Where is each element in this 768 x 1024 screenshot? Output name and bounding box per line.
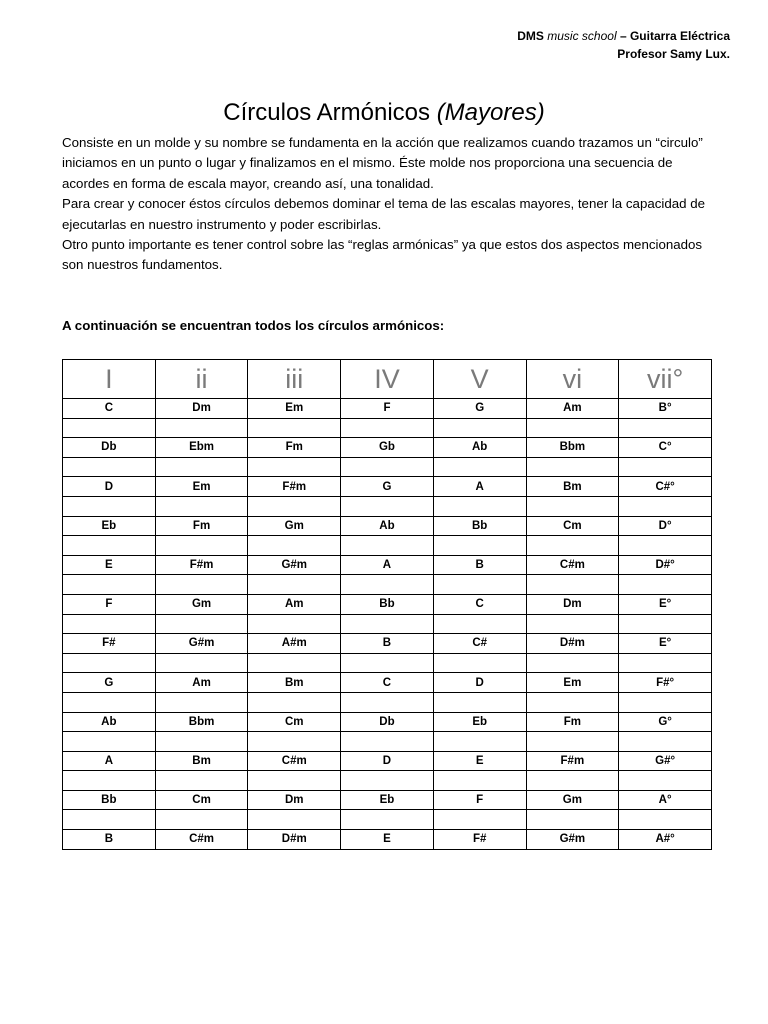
chord-cell: G°: [619, 712, 712, 732]
chord-cell: C#m: [155, 830, 248, 850]
spacer-cell: [526, 614, 619, 634]
chord-cell: Em: [526, 673, 619, 693]
chord-cell: G: [341, 477, 434, 497]
spacer-cell: [63, 692, 156, 712]
chord-cell: A: [433, 477, 526, 497]
page-title-main: Círculos Armónicos: [223, 99, 431, 126]
chord-cell: Eb: [341, 790, 434, 810]
spacer-cell: [248, 810, 341, 830]
spacer-cell: [433, 496, 526, 516]
spacer-cell: [63, 771, 156, 791]
chord-cell: G#m: [155, 634, 248, 654]
spacer-cell: [155, 496, 248, 516]
chord-cell: Fm: [526, 712, 619, 732]
spacer-cell: [341, 771, 434, 791]
chord-cell: Em: [155, 477, 248, 497]
degree-header: vi: [526, 360, 619, 399]
spacer-cell: [619, 732, 712, 752]
spacer-cell: [341, 457, 434, 477]
chord-cell: G#m: [526, 830, 619, 850]
chord-row: [63, 555, 712, 575]
chord-cell: A: [63, 751, 156, 771]
chord-cell: B: [341, 634, 434, 654]
spacer-cell: [619, 418, 712, 438]
intro-text: [62, 133, 722, 276]
spacer-cell: [248, 732, 341, 752]
spacer-cell: [155, 771, 248, 791]
chord-cell: F#m: [155, 555, 248, 575]
spacer-cell: [248, 536, 341, 556]
chord-cell: Dm: [155, 399, 248, 419]
degree-header: vii°: [619, 360, 712, 399]
spacer-cell: [526, 536, 619, 556]
chord-cell: Gm: [248, 516, 341, 536]
spacer-cell: [526, 418, 619, 438]
chord-cell: C#°: [619, 477, 712, 497]
chord-cell: F: [341, 399, 434, 419]
spacer-cell: [63, 614, 156, 634]
spacer-cell: [433, 653, 526, 673]
degree-header: ii: [155, 360, 248, 399]
chord-cell: C#m: [248, 751, 341, 771]
spacer-row: [63, 457, 712, 477]
chord-cell: Bb: [341, 594, 434, 614]
spacer-row: [63, 692, 712, 712]
chord-cell: F#: [63, 634, 156, 654]
spacer-cell: [433, 575, 526, 595]
spacer-cell: [433, 536, 526, 556]
spacer-cell: [155, 810, 248, 830]
chord-cell: Fm: [248, 438, 341, 458]
spacer-cell: [341, 732, 434, 752]
spacer-cell: [248, 692, 341, 712]
chord-row: [63, 673, 712, 693]
chord-cell: Eb: [63, 516, 156, 536]
chord-cell: Bb: [433, 516, 526, 536]
spacer-cell: [248, 457, 341, 477]
chord-cell: Em: [248, 399, 341, 419]
spacer-cell: [619, 536, 712, 556]
intro-paragraph: Consiste en un molde y su nombre se fundamenta en la acción que realizamos cuando trazamos un “circulo” iniciamos en un punto o lugar y finalizamos en el mismo. Éste molde nos proporciona una secuencia de acordes en forma de escala mayor, creando así, una tonalidad.: [62, 135, 703, 191]
chord-cell: Ab: [63, 712, 156, 732]
spacer-cell: [619, 692, 712, 712]
chord-cell: Ebm: [155, 438, 248, 458]
chord-row: [63, 516, 712, 536]
spacer-cell: [155, 732, 248, 752]
chord-cell: F: [63, 594, 156, 614]
spacer-cell: [526, 810, 619, 830]
chord-cell: F#: [433, 830, 526, 850]
spacer-cell: [341, 810, 434, 830]
header-music-school: music school: [547, 29, 617, 43]
spacer-cell: [619, 771, 712, 791]
chord-row: [63, 790, 712, 810]
degree-header-row: [63, 360, 712, 399]
harmonic-circles-table: [62, 359, 712, 850]
spacer-cell: [341, 496, 434, 516]
chord-cell: F#m: [248, 477, 341, 497]
spacer-cell: [341, 692, 434, 712]
chord-cell: Cm: [155, 790, 248, 810]
header-dms: DMS: [517, 29, 544, 43]
chord-cell: Cm: [526, 516, 619, 536]
degree-header: V: [433, 360, 526, 399]
spacer-cell: [433, 732, 526, 752]
chord-row: [63, 438, 712, 458]
chord-cell: D: [341, 751, 434, 771]
spacer-cell: [341, 536, 434, 556]
spacer-cell: [63, 536, 156, 556]
spacer-cell: [526, 732, 619, 752]
spacer-cell: [63, 496, 156, 516]
spacer-cell: [155, 418, 248, 438]
chord-cell: Bm: [526, 477, 619, 497]
chord-cell: C: [63, 399, 156, 419]
chord-cell: Bm: [155, 751, 248, 771]
spacer-cell: [155, 653, 248, 673]
header-teacher: Profesor Samy Lux.: [617, 47, 730, 61]
spacer-row: [63, 575, 712, 595]
chord-row: [63, 477, 712, 497]
page-title-italic: (Mayores): [436, 99, 545, 126]
chord-cell: Am: [248, 594, 341, 614]
chord-cell: G#°: [619, 751, 712, 771]
chord-cell: Fm: [155, 516, 248, 536]
spacer-cell: [155, 536, 248, 556]
chord-cell: Gm: [526, 790, 619, 810]
spacer-cell: [433, 457, 526, 477]
chord-cell: C#: [433, 634, 526, 654]
chord-cell: D#°: [619, 555, 712, 575]
spacer-cell: [63, 732, 156, 752]
chord-cell: E°: [619, 594, 712, 614]
spacer-row: [63, 418, 712, 438]
chord-cell: Bbm: [526, 438, 619, 458]
degree-header: I: [63, 360, 156, 399]
header-course: – Guitarra Eléctrica: [616, 29, 730, 43]
spacer-cell: [248, 418, 341, 438]
chord-cell: C#m: [526, 555, 619, 575]
spacer-cell: [526, 575, 619, 595]
spacer-cell: [619, 614, 712, 634]
spacer-cell: [526, 692, 619, 712]
chord-cell: Am: [155, 673, 248, 693]
degree-header: IV: [341, 360, 434, 399]
chord-cell: D: [63, 477, 156, 497]
chord-row: [63, 594, 712, 614]
chord-cell: E: [433, 751, 526, 771]
spacer-cell: [63, 810, 156, 830]
spacer-cell: [155, 692, 248, 712]
intro-paragraph: Para crear y conocer éstos círculos debemos dominar el tema de las escalas mayores, tener la capacidad de ejecutarlas en nuestro instrumento y poder escribirlas.: [62, 196, 706, 232]
chord-cell: Ab: [433, 438, 526, 458]
chord-cell: B: [433, 555, 526, 575]
chord-row: [63, 712, 712, 732]
spacer-row: [63, 732, 712, 752]
spacer-cell: [341, 653, 434, 673]
chord-cell: F: [433, 790, 526, 810]
spacer-cell: [526, 653, 619, 673]
spacer-cell: [433, 614, 526, 634]
spacer-cell: [248, 496, 341, 516]
chord-cell: Dm: [248, 790, 341, 810]
chord-cell: C°: [619, 438, 712, 458]
spacer-cell: [619, 653, 712, 673]
spacer-cell: [155, 575, 248, 595]
spacer-cell: [248, 614, 341, 634]
chord-cell: A#m: [248, 634, 341, 654]
chord-cell: A°: [619, 790, 712, 810]
spacer-cell: [433, 418, 526, 438]
chord-cell: B: [63, 830, 156, 850]
chord-row: [63, 399, 712, 419]
chord-cell: Bm: [248, 673, 341, 693]
chord-cell: A: [341, 555, 434, 575]
chord-cell: Cm: [248, 712, 341, 732]
chord-cell: Am: [526, 399, 619, 419]
spacer-cell: [619, 810, 712, 830]
spacer-row: [63, 771, 712, 791]
spacer-cell: [63, 653, 156, 673]
chord-cell: B°: [619, 399, 712, 419]
chord-row: [63, 634, 712, 654]
spacer-cell: [433, 692, 526, 712]
chord-cell: E: [341, 830, 434, 850]
spacer-cell: [63, 457, 156, 477]
chord-row: [63, 830, 712, 850]
spacer-row: [63, 810, 712, 830]
spacer-cell: [155, 457, 248, 477]
spacer-cell: [526, 457, 619, 477]
intro-paragraph: Otro punto importante es tener control sobre las “reglas armónicas” ya que estos dos aspectos mencionados son nuestros fundamentos.: [62, 237, 703, 273]
spacer-cell: [619, 575, 712, 595]
spacer-row: [63, 614, 712, 634]
chord-cell: D: [433, 673, 526, 693]
chord-cell: Gb: [341, 438, 434, 458]
chord-cell: Db: [63, 438, 156, 458]
chord-cell: F#°: [619, 673, 712, 693]
chord-rows: [63, 399, 712, 850]
chord-cell: A#°: [619, 830, 712, 850]
chord-cell: Bb: [63, 790, 156, 810]
spacer-cell: [526, 771, 619, 791]
page-title: [0, 98, 768, 128]
spacer-cell: [341, 575, 434, 595]
spacer-cell: [63, 575, 156, 595]
spacer-cell: [63, 418, 156, 438]
spacer-cell: [248, 653, 341, 673]
chord-cell: Bbm: [155, 712, 248, 732]
chord-cell: Eb: [433, 712, 526, 732]
spacer-cell: [433, 810, 526, 830]
chord-cell: F#m: [526, 751, 619, 771]
spacer-cell: [248, 771, 341, 791]
chord-cell: D°: [619, 516, 712, 536]
chord-cell: D#m: [248, 830, 341, 850]
chord-cell: C: [341, 673, 434, 693]
table-intro: A continuación se encuentran todos los círculos armónicos:: [62, 318, 445, 333]
chord-cell: C: [433, 594, 526, 614]
chord-cell: D#m: [526, 634, 619, 654]
chord-cell: E: [63, 555, 156, 575]
chord-cell: Dm: [526, 594, 619, 614]
chord-cell: G: [63, 673, 156, 693]
chord-row: [63, 751, 712, 771]
spacer-cell: [619, 457, 712, 477]
spacer-row: [63, 496, 712, 516]
spacer-row: [63, 536, 712, 556]
spacer-cell: [341, 614, 434, 634]
spacer-cell: [248, 575, 341, 595]
chord-cell: Db: [341, 712, 434, 732]
spacer-row: [63, 653, 712, 673]
chord-cell: Gm: [155, 594, 248, 614]
chord-cell: G: [433, 399, 526, 419]
degree-header: iii: [248, 360, 341, 399]
spacer-cell: [433, 771, 526, 791]
spacer-cell: [155, 614, 248, 634]
chord-cell: G#m: [248, 555, 341, 575]
page-header: [517, 27, 730, 63]
header-school-line: [517, 27, 730, 45]
chord-cell: E°: [619, 634, 712, 654]
spacer-cell: [619, 496, 712, 516]
chord-cell: Ab: [341, 516, 434, 536]
spacer-cell: [526, 496, 619, 516]
spacer-cell: [341, 418, 434, 438]
